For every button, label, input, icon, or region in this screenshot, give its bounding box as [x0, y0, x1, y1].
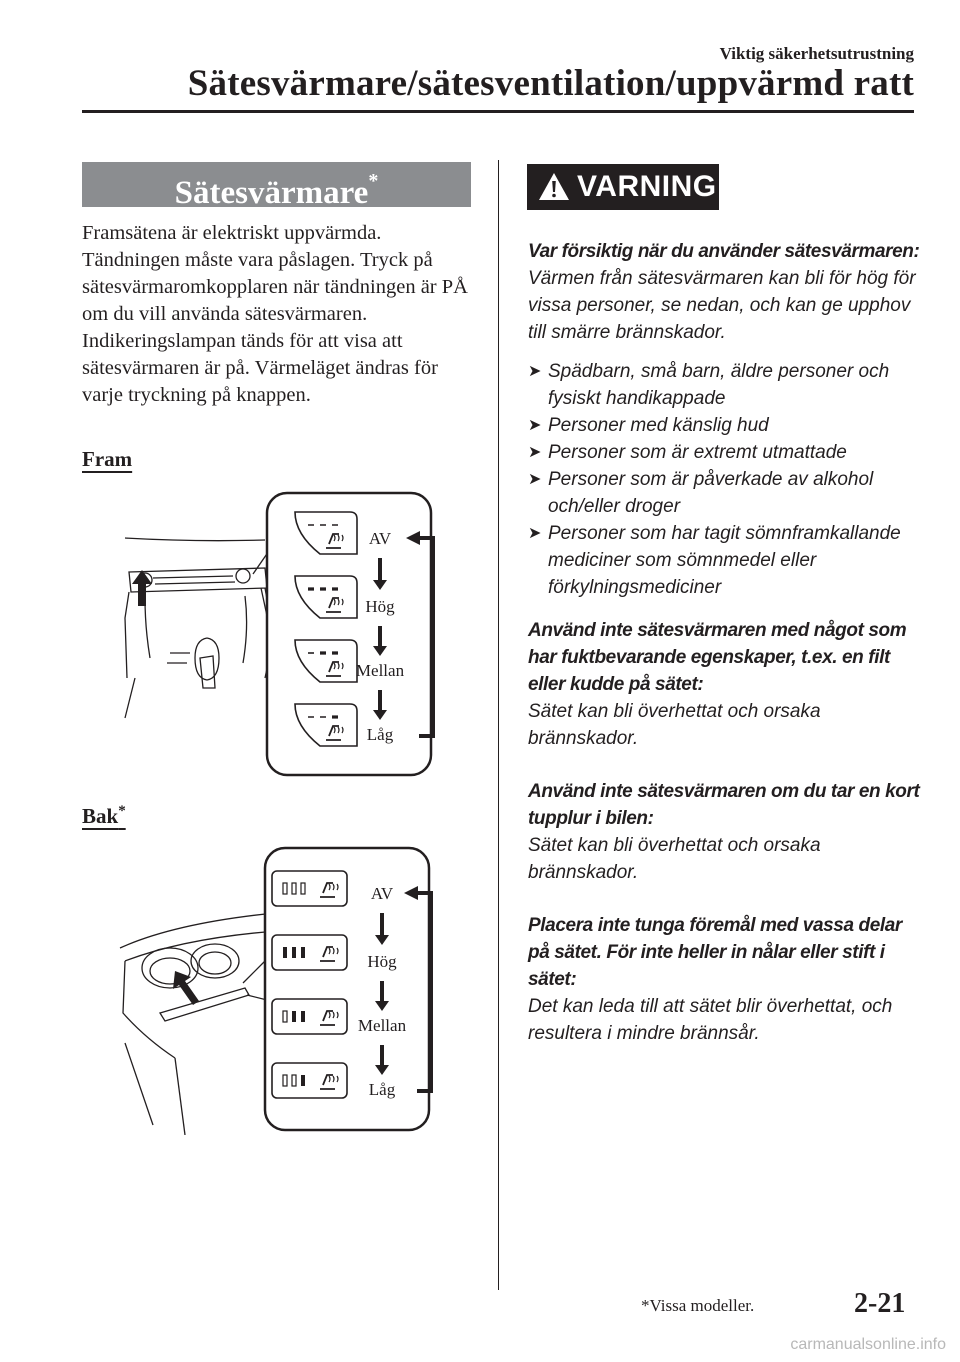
bullet-arrow-icon: ➤ [528, 471, 542, 488]
warning-triangle-icon [537, 171, 571, 202]
rear-console-drawing [120, 913, 283, 1135]
rear-heading-text: Bak [82, 804, 119, 828]
front-heading: Fram [82, 447, 133, 471]
model-footnote: *Vissa modeller. [641, 1296, 755, 1315]
list-item-text: Personer som är extremt utmattade [548, 442, 847, 463]
warning-block3-text: Sätet kan bli överhettat och orsaka brännskador. [528, 835, 821, 883]
list-item-text: Personer med känslig hud [548, 415, 769, 436]
warning-block1-text: Värmen från sätesvärmaren kan bli för hög för vissa personer, se nedan, och kan ge upphov till smärre brännskador. [528, 268, 916, 343]
rear-switch-av [272, 871, 347, 906]
column-divider [498, 160, 499, 1290]
list-item [528, 439, 923, 466]
rear-switch-figure [115, 843, 435, 1135]
intro-paragraph: Framsätena är elektriskt uppvärmda. Tändningen måste vara påslagen. Tryck på sätesvärmaromkopplaren när tändningen är PÅ om du vill använda sätesvärmaren. Indikeringslampan tänds för att visa att sätesvärmaren är på. Värmeläget ändras för varje tryckning på knappen. [82, 222, 468, 406]
front-console-drawing [125, 538, 270, 718]
warning-block3-heading: Använd inte sätesvärmaren om du tar en kort tupplur i bilen: [528, 781, 920, 829]
header-section-label: Viktig säkerhetsutrustning [719, 44, 914, 63]
list-item [528, 412, 923, 439]
warning-risk-list [528, 358, 923, 601]
rear-footnote-mark: * [118, 803, 126, 819]
model-footnote-mark: * [368, 170, 379, 192]
list-item [528, 466, 923, 520]
warning-block2-text: Sätet kan bli överhettat och orsaka brännskador. [528, 701, 821, 749]
front-pointer-arrow [132, 570, 152, 606]
bullet-arrow-icon: ➤ [528, 363, 542, 380]
list-item [528, 520, 923, 601]
front-level-av: AV [368, 529, 392, 548]
warning-badge [527, 164, 719, 210]
front-level-lag: Låg [366, 725, 394, 744]
bullet-arrow-icon: ➤ [528, 444, 542, 461]
rear-level-lag: Låg [368, 1080, 396, 1099]
front-switch-figure [115, 488, 435, 780]
warning-block3 [528, 778, 923, 886]
rear-level-hog: Hög [367, 952, 397, 971]
warning-block4-heading: Placera inte tunga föremål med vassa delar på sätet. För inte heller in nålar eller stift i sätet: [528, 915, 902, 990]
warning-block2-heading: Använd inte sätesvärmaren med något som har fuktbevarande egenskaper, t.ex. en filt eller kudde på sätet: [528, 620, 907, 695]
rear-switch-hog [272, 935, 347, 970]
list-item-text: Personer som har tagit sömnframkallande mediciner som sömnmedel eller förkylningsmediciner [548, 523, 901, 598]
warning-block2 [528, 617, 923, 752]
section-banner [82, 162, 471, 211]
header-title: Sätesvärmare/sätesventilation/uppvärmd ratt [187, 63, 914, 104]
list-item-text: Spädbarn, små barn, äldre personer och fysiskt handikappade [548, 361, 890, 409]
front-level-mellan: Mellan [355, 661, 405, 680]
warning-block4 [528, 912, 923, 1047]
warning-badge-label: VARNING [577, 170, 717, 203]
warning-block4-text: Det kan leda till att sätet blir överhettat, och resultera i mindre brännsår. [528, 996, 893, 1044]
rear-switch-lag [272, 1063, 347, 1098]
warning-body [528, 238, 923, 1073]
bullet-arrow-icon: ➤ [528, 525, 542, 542]
bullet-arrow-icon: ➤ [528, 417, 542, 434]
header-rule [82, 110, 914, 113]
rear-level-mellan: Mellan [357, 1016, 407, 1035]
list-item [528, 358, 923, 412]
rear-switch-mellan [272, 999, 347, 1034]
front-level-hog: Hög [365, 597, 395, 616]
page-number: 2-21 [854, 1288, 906, 1319]
section-banner-title: Sätesvärmare [174, 175, 369, 211]
list-item-text: Personer som är påverkade av alkohol och/eller droger [548, 469, 874, 517]
rear-level-av: AV [370, 884, 394, 903]
warning-block1-heading: Var försiktig när du använder sätesvärmaren: [528, 241, 920, 262]
rear-heading [82, 803, 126, 829]
watermark: carmanualsonline.info [790, 1336, 946, 1353]
